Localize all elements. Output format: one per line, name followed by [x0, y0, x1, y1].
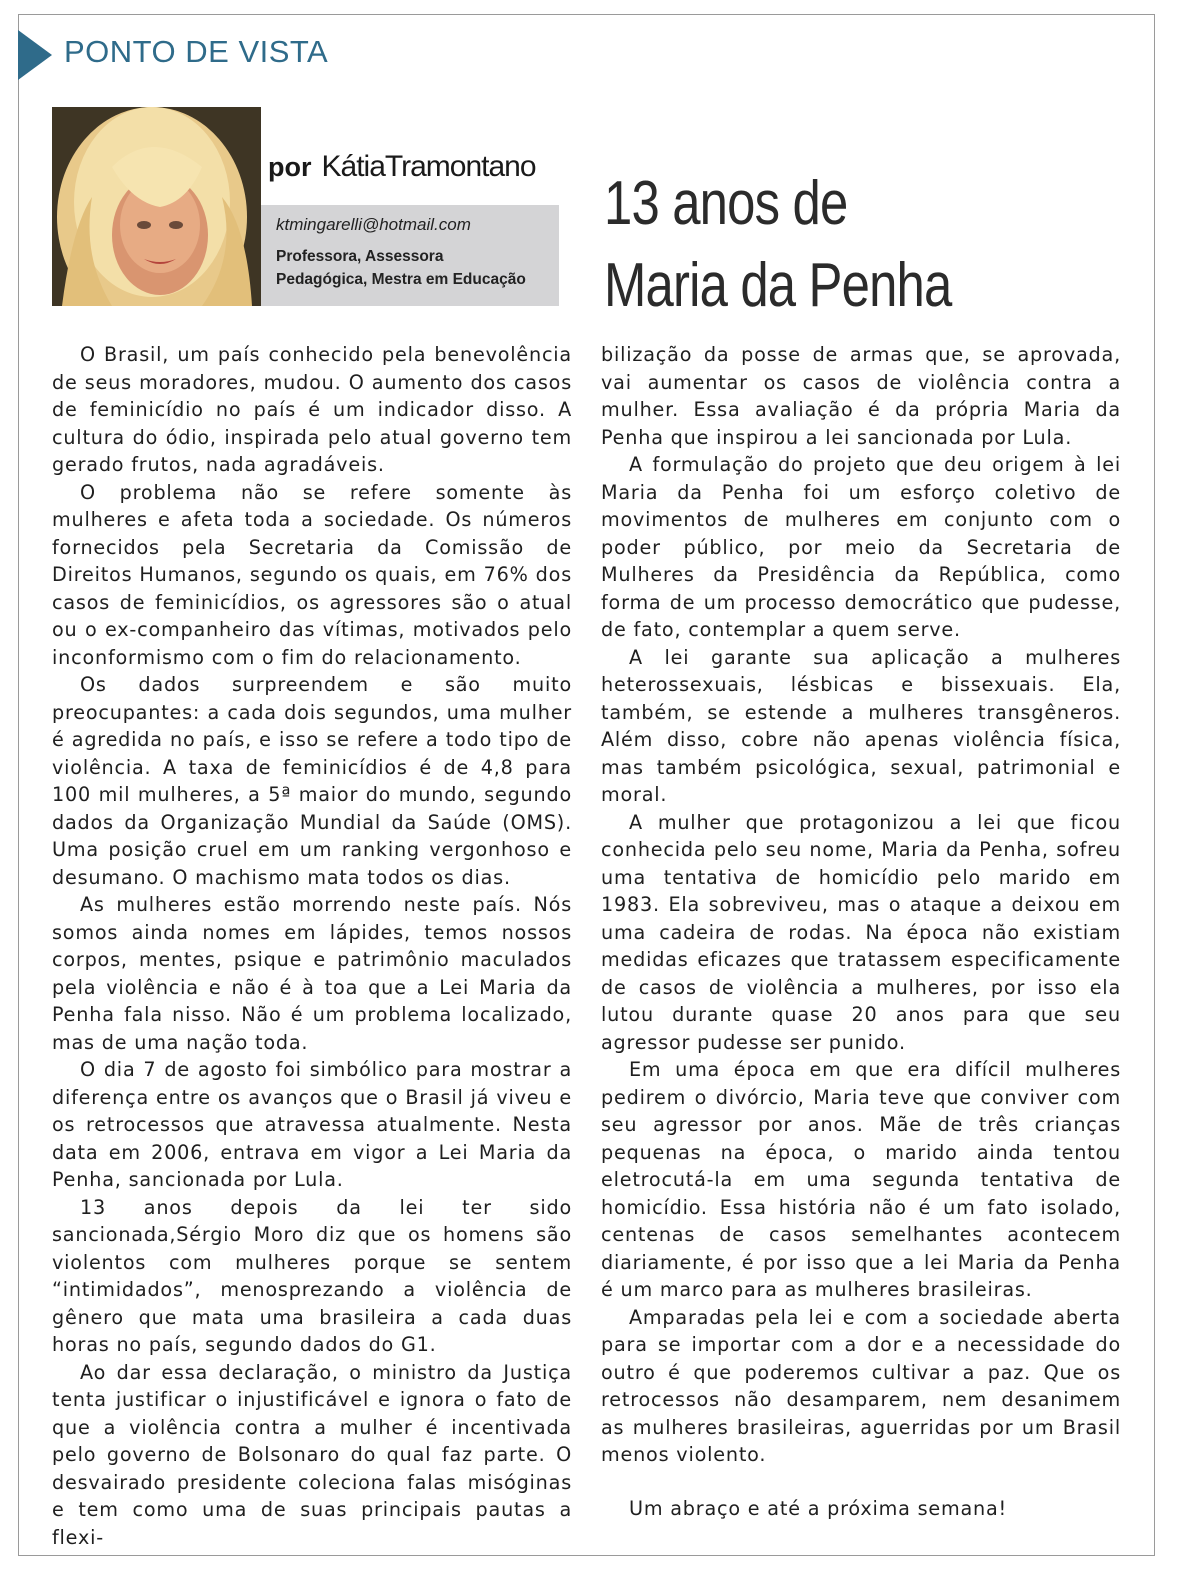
paragraph: Os dados surpreendem e são muito preocupantes: a cada dois segundos, uma mulher é agredida no país, e isso se refere a todo tipo de violência. A taxa de feminicídios é de 4,8 para 100 mil mulheres, a 5ª maior do mundo, segundo dados da Organização Mundial da Saúde (OMS). Uma posição cruel em um ranking vergonhoso e desumano. O machismo mata todos os dias. [52, 673, 572, 889]
paragraph: O dia 7 de agosto foi simbólico para mostrar a diferença entre os avanços que o Brasil já viveu e os retrocessos que atravessa atualmente. Nesta data em 2006, entrava em vigor a Lei Maria da Penha, sancionada por Lula. [52, 1058, 572, 1191]
author-email[interactable]: ktmingarelli@hotmail.com [276, 215, 471, 234]
author-byline [268, 150, 536, 184]
paragraph: O problema não se refere somente às mulheres e afeta toda a sociedade. Os números fornecidos pela Secretaria da Comissão de Direitos Humanos, segundo os quais, em 76% dos casos de feminicídios, os agressores são o atual ou o ex-companheiro das vítimas, motivados pelo inconformismo com o fim do relacionamento. [52, 480, 572, 669]
author-role-line2: Pedagógica, Mestra em Educação [276, 271, 526, 288]
paragraph: A formulação do projeto que deu origem à lei Maria da Penha foi um esforço coletivo de movimentos de mulheres em conjunto com o poder público, por meio da Secretaria de Mulheres da Presidência da República, como forma de um processo democrático que pudesse, de fato, contemplar a quem serve. [601, 453, 1121, 641]
author-role [276, 245, 559, 291]
paragraph: A lei garante sua aplicação a mulheres heterossexuais, lésbicas e bissexuais. Ela, também, se estende a mulheres transgêneros. Além disso, cobre não apenas violência física, mas também psicológica, sexual, patrimonial e moral. [601, 645, 1121, 806]
article-signoff: Um abraço e até a próxima semana! [629, 1497, 1008, 1520]
section-label: PONTO DE VISTA [64, 34, 329, 69]
paragraph: As mulheres estão morrendo neste país. Nós somos ainda nomes em lápides, temos nossos corpos, mentes, psique e patrimônio maculados pela violência e não é à toa que a Lei Maria da Penha fala nisso. Não é um problema localizado, mas de uma nação toda. [52, 893, 572, 1054]
article-headline [604, 163, 951, 327]
article-column-right [601, 341, 1121, 1469]
paragraph: Ao dar essa declaração, o ministro da Justiça tenta justificar o injustificável e ignora o fato de que a violência contra a mulher é incentivada pelo governo de Bolsonaro do qual faz parte. O desvairado presidente coleciona falas misóginas e tem como uma de suas principais pautas a flexi- [52, 1360, 572, 1549]
paragraph: bilização da posse de armas que, se aprovada, vai aumentar os casos de violência contra a mulher. Essa avaliação é da própria Maria da Penha que inspirou a lei sancionada por Lula. [601, 343, 1121, 449]
paragraph: O Brasil, um país conhecido pela benevolência de seus moradores, mudou. O aumento dos casos de feminicídio no país é um indicador disso. A cultura do ódio, inspirada pelo atual governo tem gerado frutos, nada agradáveis. [52, 343, 572, 476]
paragraph: Amparadas pela lei e com a sociedade aberta para se importar com a dor e a necessidade do outro é que poderemos cultivar a paz. Que os retrocessos não desamparem, nem desanimem as mulheres brasileiras, aguerridas por um Brasil menos violento. [601, 1305, 1121, 1466]
author-name: KátiaTramontano [321, 150, 536, 183]
headline-line2: Maria da Penha [604, 251, 952, 320]
paragraph: A mulher que protagonizou a lei que ficou conhecida pelo seu nome, Maria da Penha, sofreu uma tentativa de homicídio pelo marido em 1983. Ela sobreviveu, mas o ataque a deixou em uma cadeira de rodas. Na época não existiam medidas eficazes que tratassem especificamente de casos de violência a mulheres, por isso ela lutou durante quase 20 anos para que seu agressor pudesse ser punido. [601, 810, 1121, 1054]
portrait-illustration [52, 107, 261, 306]
author-photo [52, 107, 261, 306]
author-role-line1: Professora, Assessora [276, 248, 444, 265]
byline-prefix: por [268, 152, 312, 182]
paragraph: 13 anos depois da lei ter sido sancionada,Sérgio Moro diz que os homens são violentos com mulheres porque se sentem “intimidados”, menosprezando a violência de gênero que mata uma brasileira a cada duas horas no país, segundo dados do G1. [52, 1195, 572, 1356]
headline-line1: 13 anos de [604, 169, 848, 238]
author-info-box [261, 205, 559, 306]
paragraph: Em uma época em que era difícil mulheres pedirem o divórcio, Maria teve que conviver com seu agressor por anos. Mãe de três crianças pequenas na época, o marido ainda tentou eletrocutá-la em uma segunda tentativa de homicídio. Essa história não é um fato isolado, centenas de casos semelhantes acontecem diariamente, é por isso que a lei Maria da Penha é um marco para as mulheres brasileiras. [601, 1058, 1121, 1301]
article-column-left [52, 341, 572, 1551]
section-arrow-icon [18, 30, 52, 80]
